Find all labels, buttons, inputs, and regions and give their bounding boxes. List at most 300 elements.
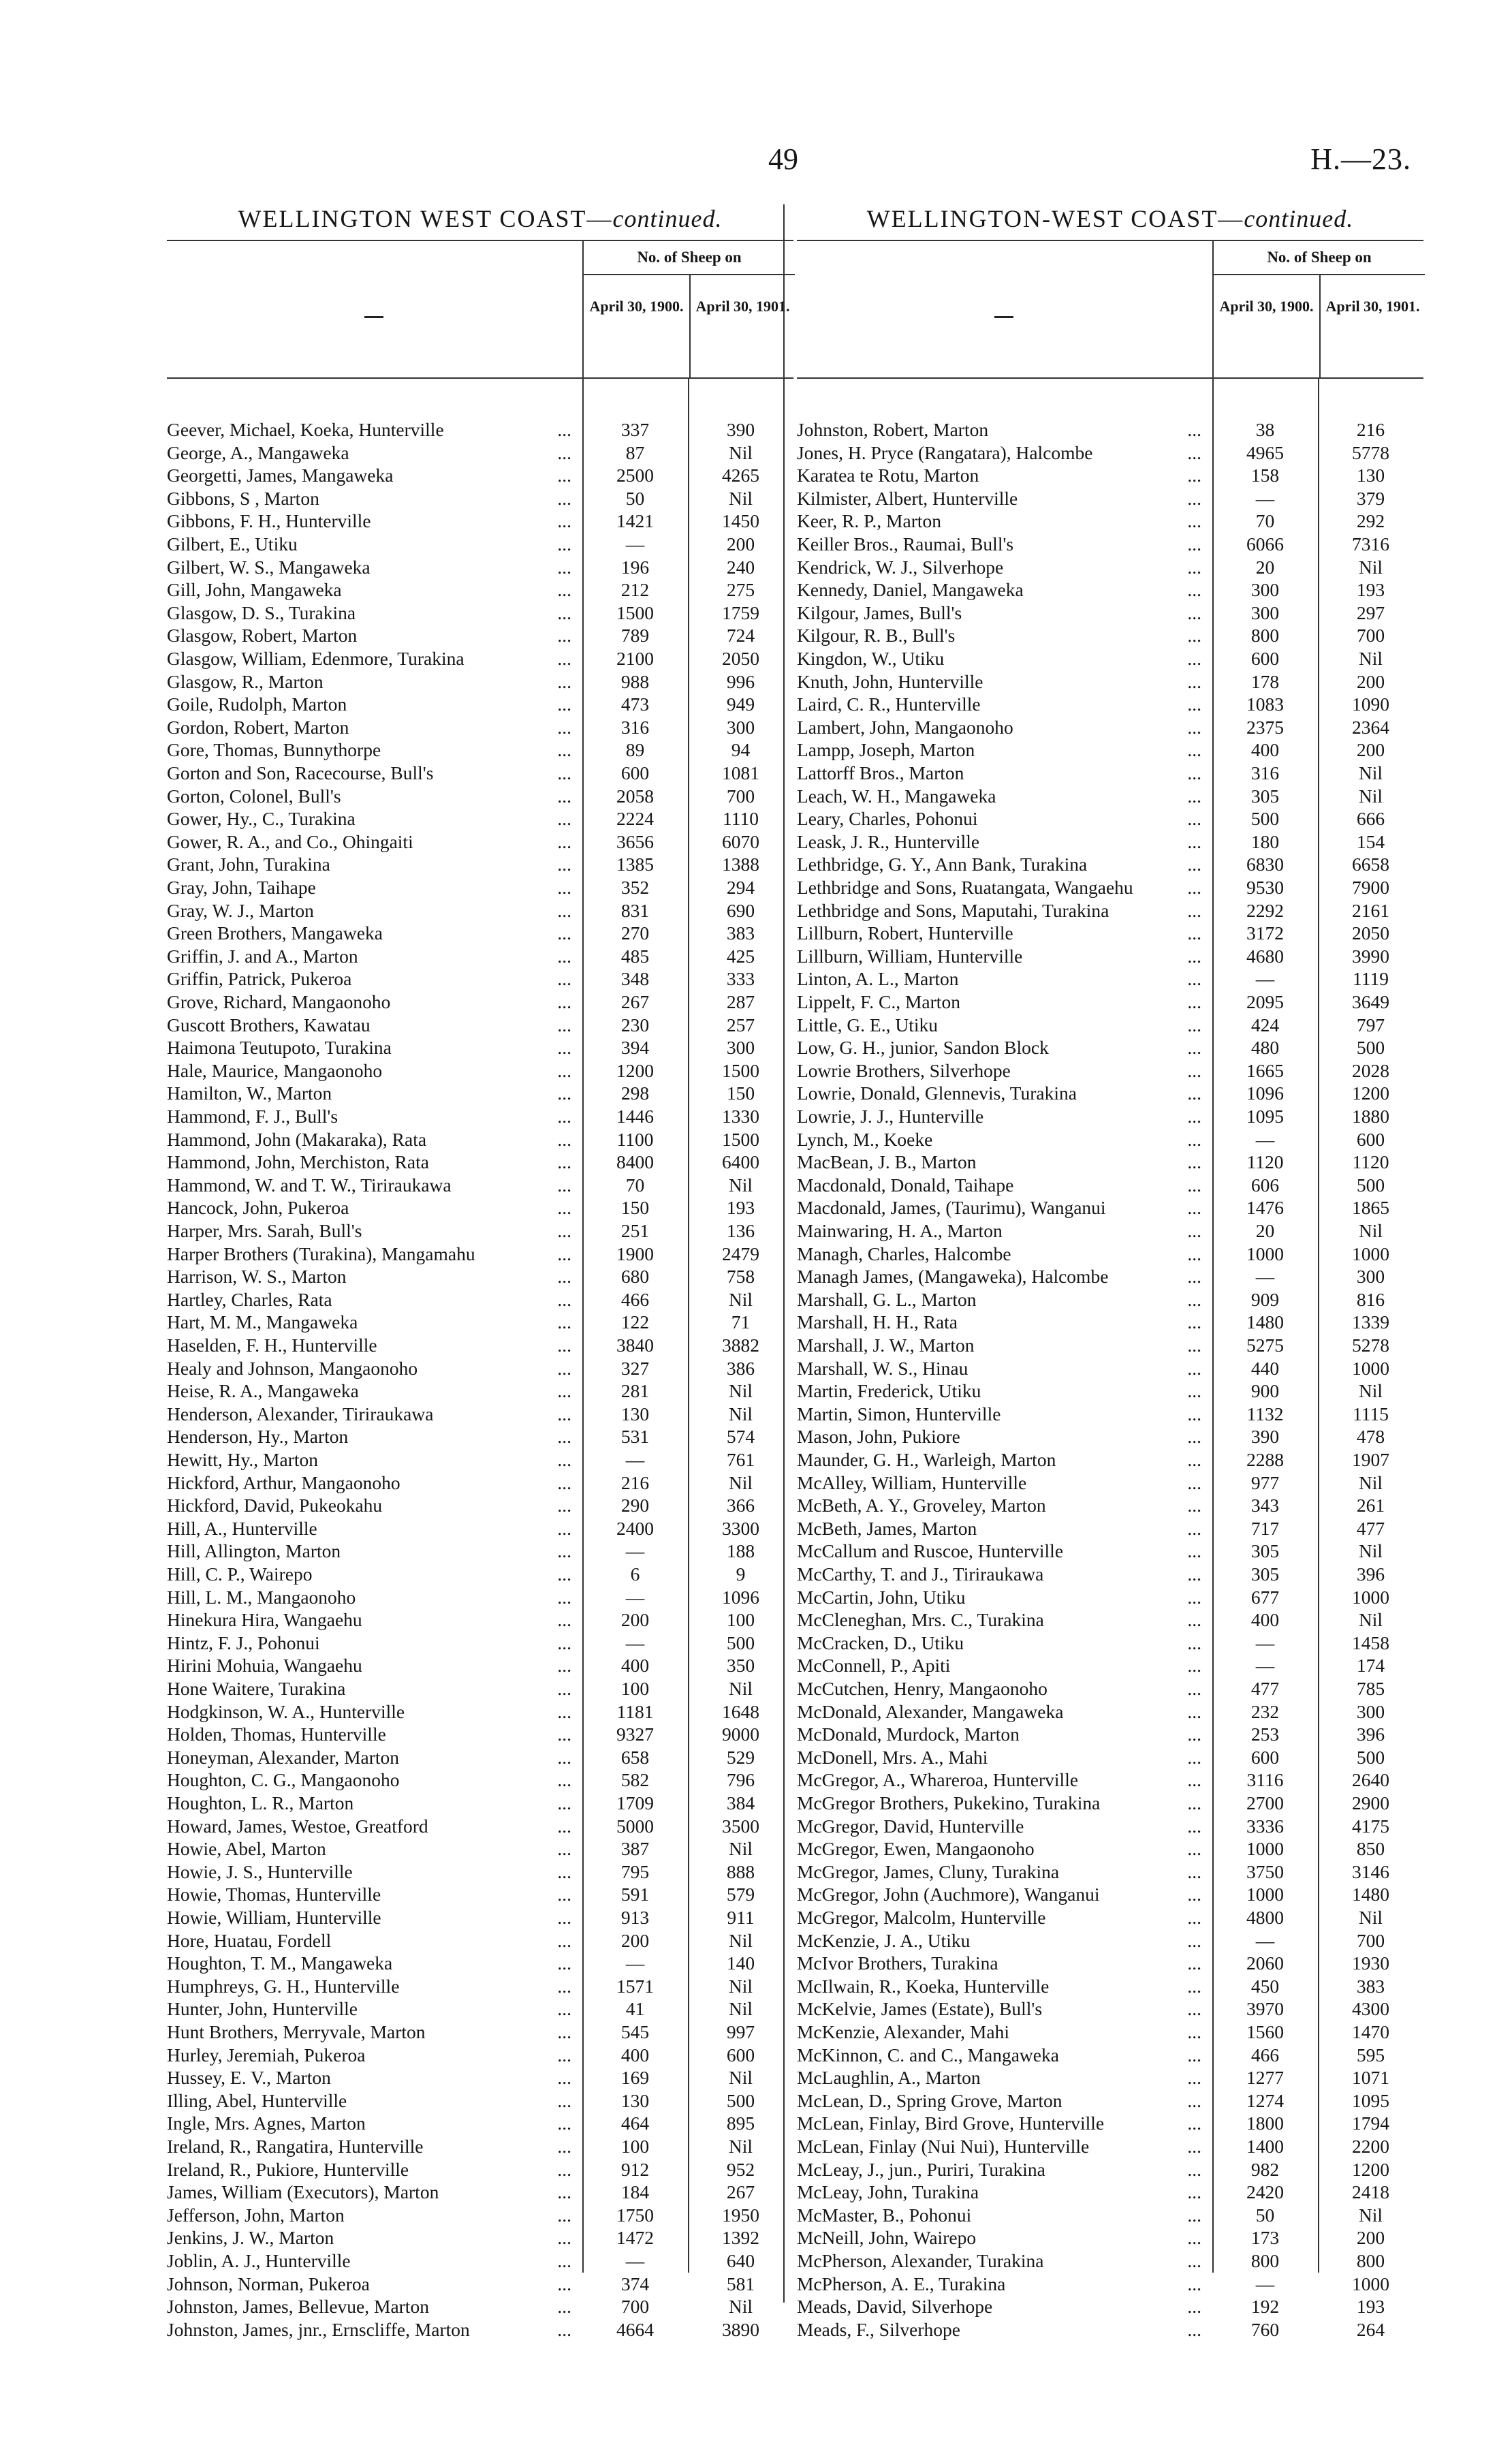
owner-name-text: Macdonald, James, (Taurimu), Wanganui bbox=[797, 1197, 1110, 1218]
table-row bbox=[797, 510, 1423, 532]
sheep-count-1900: 20 bbox=[1255, 556, 1275, 578]
owner-name bbox=[167, 1334, 578, 1356]
sheep-count-1900: 982 bbox=[1250, 2158, 1280, 2180]
table-row bbox=[167, 670, 793, 693]
sheep-count-1901: 4175 bbox=[1352, 1815, 1389, 1837]
owner-name-text: Gower, R. A., and Co., Ohingaiti bbox=[167, 831, 418, 852]
owner-name-text: McLean, D., Spring Grove, Marton bbox=[797, 2090, 1067, 2111]
sheep-count-1901: 2640 bbox=[1352, 1769, 1389, 1791]
table-row bbox=[797, 2181, 1423, 2203]
sheep-count-1900: 582 bbox=[620, 1769, 650, 1791]
sheep-count-1900: 677 bbox=[1250, 1586, 1280, 1608]
sheep-count-1901: 500 bbox=[726, 1632, 755, 1653]
sheep-count-1901: 130 bbox=[1356, 465, 1385, 486]
sheep-count-1900: 700 bbox=[620, 2296, 650, 2318]
owner-name bbox=[797, 967, 1208, 990]
table-row bbox=[797, 2066, 1423, 2089]
sheep-count-1900: — bbox=[1255, 487, 1275, 509]
table-row bbox=[797, 1471, 1423, 1494]
sheep-count-1900: 400 bbox=[1250, 1609, 1280, 1631]
owner-name-text: McConnell, P., Apiti bbox=[797, 1655, 954, 1676]
sheep-count-1900: 180 bbox=[1250, 830, 1280, 852]
owner-name-text: Hickford, Arthur, Mangaonoho bbox=[167, 1472, 405, 1493]
sheep-count-1900: 400 bbox=[1250, 739, 1280, 761]
owner-name-text: Meads, David, Silverhope bbox=[797, 2296, 996, 2317]
owner-name bbox=[167, 853, 578, 875]
owner-name bbox=[797, 945, 1208, 967]
sheep-count-1901: 700 bbox=[1356, 625, 1385, 646]
sheep-count-1901: 1000 bbox=[1352, 1586, 1389, 1608]
table-row bbox=[797, 1014, 1423, 1036]
sheep-count-1900: 1421 bbox=[616, 510, 654, 532]
table-row bbox=[797, 2249, 1423, 2272]
owner-name bbox=[167, 2318, 578, 2341]
sheep-count-1900: 150 bbox=[620, 1197, 650, 1219]
sheep-count-1900: 5275 bbox=[1246, 1335, 1284, 1356]
owner-name-text: McGregor, John (Auchmore), Wanganui bbox=[797, 1884, 1103, 1905]
sheep-count-1901: 100 bbox=[726, 1609, 755, 1631]
sheep-count-1900: 4800 bbox=[1246, 1907, 1284, 1928]
table-row bbox=[167, 1471, 793, 1494]
sheep-count-1900: 1500 bbox=[616, 602, 654, 623]
owner-name bbox=[797, 1357, 1208, 1380]
owner-name bbox=[797, 1196, 1208, 1219]
owner-name-text: Gibbons, S , Marton bbox=[167, 488, 324, 509]
sheep-count-1900: — bbox=[625, 1632, 645, 1653]
sheep-count-1900: 1000 bbox=[1246, 1884, 1284, 1905]
table-row bbox=[797, 1768, 1423, 1791]
sheep-count-1900: 606 bbox=[1250, 1174, 1280, 1196]
owner-name bbox=[167, 991, 578, 1013]
table-row bbox=[167, 1883, 793, 1905]
owner-name bbox=[797, 1243, 1208, 1265]
owner-name-text: Heise, R. A., Mangaweka bbox=[167, 1380, 363, 1401]
sheep-count-1901: 700 bbox=[1356, 1929, 1385, 1951]
owner-name-text: Harper, Mrs. Sarah, Bull's bbox=[167, 1220, 366, 1241]
owner-name bbox=[167, 487, 578, 510]
table-row bbox=[797, 922, 1423, 944]
table-row bbox=[167, 578, 793, 601]
owner-name-text: Managh, Charles, Halcombe bbox=[797, 1243, 1015, 1264]
sheep-count-1901: 1458 bbox=[1352, 1632, 1389, 1653]
sheep-count-1901: 200 bbox=[1356, 739, 1385, 761]
owner-name-text: Jenkins, J. W., Marton bbox=[167, 2227, 338, 2248]
sheep-count-1900: 178 bbox=[1250, 670, 1280, 692]
table-row bbox=[797, 2204, 1423, 2226]
sheep-count-1901: 2028 bbox=[1352, 1059, 1389, 1081]
owner-name-text: Keiller Bros., Raumai, Bull's bbox=[797, 533, 1018, 555]
sheep-count-1900: — bbox=[1255, 1655, 1275, 1677]
sheep-count-1901: 396 bbox=[1356, 1724, 1385, 1745]
table-row bbox=[167, 2112, 793, 2134]
sheep-count-1901: 581 bbox=[726, 2273, 755, 2294]
owner-name-text: Leach, W. H., Mangaweka bbox=[797, 785, 1000, 807]
table-row bbox=[797, 2295, 1423, 2318]
table-row bbox=[797, 1128, 1423, 1151]
table-row bbox=[167, 1059, 793, 1082]
owner-name bbox=[167, 762, 578, 784]
sheep-count-1901: 1794 bbox=[1352, 2113, 1389, 2134]
table-row bbox=[797, 441, 1423, 464]
owner-name-text: Lowrie Brothers, Silverhope bbox=[797, 1060, 1015, 1081]
owner-name-text: Gilbert, E., Utiku bbox=[167, 533, 302, 555]
owner-name bbox=[167, 1723, 578, 1745]
sheep-count-1901: Nil bbox=[1358, 1609, 1383, 1631]
sheep-count-1901: 390 bbox=[726, 419, 755, 440]
left-table-title: WELLINGTON WEST COAST—continued. bbox=[238, 205, 723, 232]
sheep-count-1901: Nil bbox=[1358, 556, 1383, 578]
owner-name-text: Hill, Allington, Marton bbox=[167, 1540, 345, 1561]
owner-name-text: Howie, Abel, Marton bbox=[167, 1838, 330, 1859]
sheep-count-1900: 1400 bbox=[1246, 2136, 1284, 2157]
table-row bbox=[797, 2021, 1423, 2043]
owner-name bbox=[167, 1494, 578, 1516]
sheep-count-1901: 193 bbox=[726, 1197, 755, 1219]
sheep-count-1901: 200 bbox=[1356, 2227, 1385, 2249]
sheep-count-1901: 1450 bbox=[722, 510, 759, 532]
owner-name-text: McIvor Brothers, Turakina bbox=[797, 1952, 1003, 1974]
sheep-count-1901: Nil bbox=[1358, 1380, 1383, 1402]
owner-name bbox=[797, 1906, 1208, 1929]
table-row bbox=[797, 2318, 1423, 2341]
owner-name-text: McCallum and Ruscoe, Hunterville bbox=[797, 1540, 1067, 1561]
owner-name-text: McDonald, Alexander, Mangaweka bbox=[797, 1701, 1067, 1722]
sheep-count-1901: 4300 bbox=[1352, 1998, 1389, 2020]
owner-name bbox=[797, 1219, 1208, 1242]
owner-name-text: McIlwain, R., Koeka, Hunterville bbox=[797, 1976, 1053, 1997]
table-row bbox=[167, 991, 793, 1013]
owner-name-text: Henderson, Alexander, Tiriraukawa bbox=[167, 1403, 437, 1424]
sheep-count-1901: 952 bbox=[726, 2158, 755, 2180]
sheep-count-1900: 600 bbox=[1250, 1746, 1280, 1768]
owner-name-text: Grant, John, Turakina bbox=[167, 854, 334, 875]
owner-name-text: Linton, A. L., Marton bbox=[797, 968, 963, 989]
sheep-count-1900: 658 bbox=[620, 1746, 650, 1768]
sheep-count-1901: 1200 bbox=[1352, 2158, 1389, 2180]
sheep-count-1901: Nil bbox=[728, 1929, 753, 1951]
owner-name-text: Hammond, W. and T. W., Tiriraukawa bbox=[167, 1174, 456, 1196]
table-row bbox=[167, 1929, 793, 1952]
owner-name-text: Marshall, G. L., Marton bbox=[797, 1289, 981, 1310]
sheep-count-1900: 3656 bbox=[616, 830, 654, 852]
sheep-count-1900: 327 bbox=[620, 1357, 650, 1379]
sheep-count-1900: 800 bbox=[1250, 625, 1280, 646]
owner-name bbox=[167, 1471, 578, 1494]
owner-name-text: Hewitt, Hy., Marton bbox=[167, 1449, 322, 1470]
sheep-count-1901: 3146 bbox=[1352, 1860, 1389, 1882]
sheep-count-1900: 2420 bbox=[1246, 2181, 1284, 2203]
table-row bbox=[167, 1654, 793, 1677]
sheep-count-1901: 7316 bbox=[1352, 533, 1389, 555]
owner-name bbox=[167, 716, 578, 738]
owner-name-text: McCarthy, T. and J., Tiriraukawa bbox=[797, 1563, 1048, 1585]
table-row bbox=[167, 1425, 793, 1448]
sheep-count-1901: 895 bbox=[726, 2113, 755, 2134]
owner-name bbox=[797, 922, 1208, 944]
sheep-count-1901: 386 bbox=[726, 1357, 755, 1379]
sheep-count-1900: 424 bbox=[1250, 1014, 1280, 1035]
sheep-count-1900: 477 bbox=[1250, 1678, 1280, 1699]
table-row bbox=[167, 2249, 793, 2272]
owner-name-text: Karatea te Rotu, Marton bbox=[797, 465, 983, 486]
table-row bbox=[167, 2226, 793, 2249]
owner-name-text: McCracken, D., Utiku bbox=[797, 1632, 968, 1653]
table-row bbox=[797, 830, 1423, 853]
sheep-count-1901: 850 bbox=[1356, 1838, 1385, 1860]
sheep-count-1901: 174 bbox=[1356, 1655, 1385, 1677]
table-row bbox=[797, 1746, 1423, 1768]
owner-name bbox=[167, 1608, 578, 1631]
owner-name-text: Gill, John, Mangaweka bbox=[167, 579, 346, 600]
owner-name bbox=[167, 738, 578, 761]
owner-name-text: Gibbons, F. H., Hunterville bbox=[167, 510, 375, 531]
owner-name-text: Hirini Mohuia, Wangaehu bbox=[167, 1655, 366, 1676]
owner-name-text: McDonald, Murdock, Marton bbox=[797, 1724, 1024, 1745]
owner-name-text: Johnston, Robert, Marton bbox=[797, 419, 992, 440]
sheep-count-1901: 579 bbox=[726, 1884, 755, 1905]
owner-name-text: McPherson, Alexander, Turakina bbox=[797, 2250, 1048, 2271]
owner-name-text: Lillburn, Robert, Hunterville bbox=[797, 922, 1018, 944]
owner-name-text: Gilbert, W. S., Mangaweka bbox=[167, 557, 375, 578]
owner-name bbox=[797, 1494, 1208, 1516]
owner-name-text: Hale, Maurice, Mangaonoho bbox=[167, 1060, 386, 1081]
sheep-count-1901: 600 bbox=[726, 2044, 755, 2066]
owner-name bbox=[797, 991, 1208, 1013]
owner-name bbox=[797, 807, 1208, 830]
sheep-count-1901: 1081 bbox=[722, 762, 759, 783]
table-row bbox=[797, 1105, 1423, 1127]
table-row bbox=[167, 899, 793, 922]
owner-name bbox=[797, 1975, 1208, 1997]
sheep-count-1900: 316 bbox=[1250, 762, 1280, 783]
sheep-count-1901: 200 bbox=[1356, 670, 1385, 692]
table-row bbox=[167, 785, 793, 807]
sheep-count-1900: 390 bbox=[1250, 1426, 1280, 1448]
owner-name bbox=[167, 1632, 578, 1654]
sheep-count-1900: 3172 bbox=[1246, 922, 1284, 944]
owner-name bbox=[167, 1243, 578, 1265]
owner-name-text: Ireland, R., Pukiore, Hunterville bbox=[167, 2159, 413, 2180]
table-row bbox=[797, 1380, 1423, 1402]
owner-name bbox=[167, 2273, 578, 2295]
owner-name bbox=[167, 2066, 578, 2089]
sheep-count-1901: 297 bbox=[1356, 602, 1385, 623]
owner-name-text: McGregor, David, Hunterville bbox=[797, 1816, 1028, 1837]
sheep-count-1900: 3336 bbox=[1246, 1815, 1284, 1837]
owner-name-text: Meads, F., Silverhope bbox=[797, 2319, 964, 2340]
sheep-count-1901: 761 bbox=[726, 1449, 755, 1470]
owner-name bbox=[797, 876, 1208, 899]
sheep-count-1900: — bbox=[625, 1952, 645, 1974]
sheep-count-1900: 387 bbox=[620, 1838, 650, 1860]
owner-name-text: James, William (Executors), Marton bbox=[167, 2181, 443, 2202]
owner-name bbox=[797, 1586, 1208, 1608]
owner-name bbox=[797, 1151, 1208, 1173]
table-row bbox=[167, 1151, 793, 1173]
sheep-count-1900: 2060 bbox=[1246, 1952, 1284, 1974]
owner-name-text: Low, G. H., junior, Sandon Block bbox=[797, 1037, 1053, 1058]
table-row bbox=[167, 1036, 793, 1059]
table-row bbox=[797, 1403, 1423, 1425]
sheep-count-1900: 440 bbox=[1250, 1357, 1280, 1379]
owner-name bbox=[797, 1014, 1208, 1036]
right-table-title: WELLINGTON-WEST COAST—continued. bbox=[866, 205, 1354, 232]
owner-name-text: Glasgow, R., Marton bbox=[167, 671, 328, 692]
sheep-count-1900: 290 bbox=[620, 1495, 650, 1516]
sheep-count-1900: 1480 bbox=[1246, 1311, 1284, 1333]
owner-name-text: McLeay, John, Turakina bbox=[797, 2181, 983, 2202]
sheep-count-1900: 531 bbox=[620, 1426, 650, 1448]
sheep-count-1900: 300 bbox=[1250, 579, 1280, 601]
owner-name bbox=[167, 1768, 578, 1791]
owner-name-text: Guscott Brothers, Kawatau bbox=[167, 1014, 375, 1035]
right-table-body bbox=[797, 379, 1423, 2340]
sheep-count-1900: 5000 bbox=[616, 1815, 654, 1837]
table-row bbox=[797, 1311, 1423, 1333]
sheep-count-1900: 1000 bbox=[1246, 1838, 1284, 1860]
table-row bbox=[797, 785, 1423, 807]
table-row bbox=[797, 1563, 1423, 1585]
sheep-count-1900: — bbox=[625, 2250, 645, 2271]
sheep-count-1900: 9327 bbox=[616, 1724, 654, 1745]
sheep-count-1900: 473 bbox=[620, 694, 650, 715]
table-row bbox=[167, 1952, 793, 1974]
sheep-count-1900: 337 bbox=[620, 419, 650, 440]
table-row bbox=[797, 693, 1423, 715]
table-row bbox=[167, 2273, 793, 2295]
sheep-count-1900: 200 bbox=[620, 1609, 650, 1631]
table-row bbox=[797, 1196, 1423, 1219]
owner-name-text: McAlley, William, Hunterville bbox=[797, 1472, 1030, 1493]
sheep-count-1900: 480 bbox=[1250, 1037, 1280, 1059]
sheep-count-1900: 184 bbox=[620, 2181, 650, 2203]
column-header-1900: April 30, 1900. bbox=[1219, 298, 1314, 315]
sheep-count-1900: 1095 bbox=[1246, 1106, 1284, 1127]
owner-name bbox=[797, 2066, 1208, 2089]
table-row bbox=[797, 464, 1423, 486]
sheep-count-1900: 343 bbox=[1250, 1495, 1280, 1516]
owner-name bbox=[167, 1746, 578, 1768]
owner-name bbox=[797, 1174, 1208, 1196]
table-row bbox=[797, 1517, 1423, 1540]
sheep-count-1900: 1120 bbox=[1246, 1151, 1284, 1173]
sheep-count-1901: 240 bbox=[726, 556, 755, 578]
sheep-count-1900: — bbox=[1255, 1266, 1275, 1288]
owner-name bbox=[797, 2044, 1208, 2066]
table-row bbox=[797, 1288, 1423, 1311]
sheep-count-1900: 800 bbox=[1250, 2250, 1280, 2271]
sheep-count-1901: Nil bbox=[1358, 648, 1383, 669]
owner-name bbox=[797, 1632, 1208, 1654]
sheep-count-1900: 1750 bbox=[616, 2204, 654, 2226]
owner-name-text: Gray, W. J., Marton bbox=[167, 900, 318, 921]
owner-name-text: McGregor, Ewen, Mangaonoho bbox=[797, 1838, 1039, 1859]
sheep-count-1901: Nil bbox=[728, 2136, 753, 2157]
owner-name bbox=[167, 1219, 578, 1242]
table-row bbox=[167, 807, 793, 830]
sheep-count-1900: 281 bbox=[620, 1380, 650, 1402]
table-row bbox=[797, 418, 1423, 441]
sheep-count-1900: 2375 bbox=[1246, 716, 1284, 738]
owner-name-text: Gower, Hy., C., Turakina bbox=[167, 808, 360, 829]
owner-name-text: Healy and Johnson, Mangaonoho bbox=[167, 1358, 422, 1379]
owner-name-text: Kilgour, James, Bull's bbox=[797, 602, 966, 623]
owner-name-text: Hartley, Charles, Rata bbox=[167, 1289, 336, 1310]
table-row bbox=[167, 1792, 793, 1814]
table-row bbox=[797, 624, 1423, 646]
sheep-count-1900: 1571 bbox=[616, 1975, 654, 1997]
owner-name bbox=[797, 1792, 1208, 1814]
owner-name-text: Georgetti, James, Mangaweka bbox=[167, 465, 397, 486]
owner-name-text: Mason, John, Pukiore bbox=[797, 1426, 964, 1447]
owner-name-text: Hurley, Jeremiah, Pukeroa bbox=[167, 2044, 369, 2066]
sheep-count-1901: 2161 bbox=[1352, 899, 1389, 921]
owner-name bbox=[797, 1815, 1208, 1837]
sheep-count-1901: 1095 bbox=[1352, 2089, 1389, 2111]
sheep-count-1901: 1330 bbox=[722, 1106, 759, 1127]
owner-name-text: Kendrick, W. J., Silverhope bbox=[797, 557, 1007, 578]
owner-name-text: Gorton, Colonel, Bull's bbox=[167, 785, 345, 807]
sheep-count-1901: 1930 bbox=[1352, 1952, 1389, 1974]
owner-name-text: Howie, Thomas, Hunterville bbox=[167, 1884, 385, 1905]
owner-name bbox=[797, 1654, 1208, 1677]
owner-name-text: Johnson, Norman, Pukeroa bbox=[167, 2273, 374, 2294]
owner-name bbox=[797, 1952, 1208, 1974]
sheep-count-1901: Nil bbox=[728, 1288, 753, 1310]
owner-name bbox=[797, 1265, 1208, 1288]
sheep-count-1901: 2364 bbox=[1352, 716, 1389, 738]
table-row bbox=[797, 1265, 1423, 1288]
sheep-count-1901: 1759 bbox=[722, 602, 759, 623]
owner-name bbox=[167, 2112, 578, 2134]
table-row bbox=[167, 2295, 793, 2318]
sheep-count-1901: 1096 bbox=[722, 1586, 759, 1608]
table-row bbox=[167, 1243, 793, 1265]
owner-name bbox=[167, 1952, 578, 1974]
table-row bbox=[167, 876, 793, 899]
owner-name bbox=[797, 1288, 1208, 1311]
sheep-count-1901: 193 bbox=[1356, 579, 1385, 601]
table-row bbox=[797, 487, 1423, 510]
sheep-count-group-label: No. of Sheep on bbox=[1214, 241, 1425, 275]
owner-name bbox=[167, 2089, 578, 2112]
owner-name-text: Lethbridge, G. Y., Ann Bank, Turakina bbox=[797, 854, 1091, 875]
table-row bbox=[167, 1105, 793, 1127]
sheep-count-1901: 1388 bbox=[722, 854, 759, 875]
sheep-count-1901: Nil bbox=[728, 1678, 753, 1699]
owner-name-text: Keer, R. P., Marton bbox=[797, 510, 945, 531]
sheep-count-1900: 50 bbox=[1255, 2204, 1275, 2226]
sheep-count-1901: 94 bbox=[731, 739, 751, 761]
sheep-count-1901: 3882 bbox=[722, 1335, 759, 1356]
sheep-count-1900: 2288 bbox=[1246, 1449, 1284, 1470]
owner-name bbox=[167, 693, 578, 715]
owner-name-text: Mainwaring, H. A., Marton bbox=[797, 1220, 1007, 1241]
sheep-count-1900: 394 bbox=[620, 1037, 650, 1059]
owner-name bbox=[797, 1471, 1208, 1494]
table-row bbox=[797, 2044, 1423, 2066]
table-row bbox=[167, 1975, 793, 1997]
sheep-count-1901: 216 bbox=[1356, 419, 1385, 440]
owner-name-text: Marshall, J. W., Marton bbox=[797, 1335, 978, 1356]
sheep-count-1900: 789 bbox=[620, 625, 650, 646]
sheep-count-1901: 529 bbox=[726, 1746, 755, 1768]
owner-name bbox=[167, 1357, 578, 1380]
owner-name bbox=[167, 922, 578, 944]
table-row bbox=[167, 1700, 793, 1723]
owner-name bbox=[797, 1700, 1208, 1723]
sheep-count-1901: 1115 bbox=[1353, 1403, 1389, 1424]
